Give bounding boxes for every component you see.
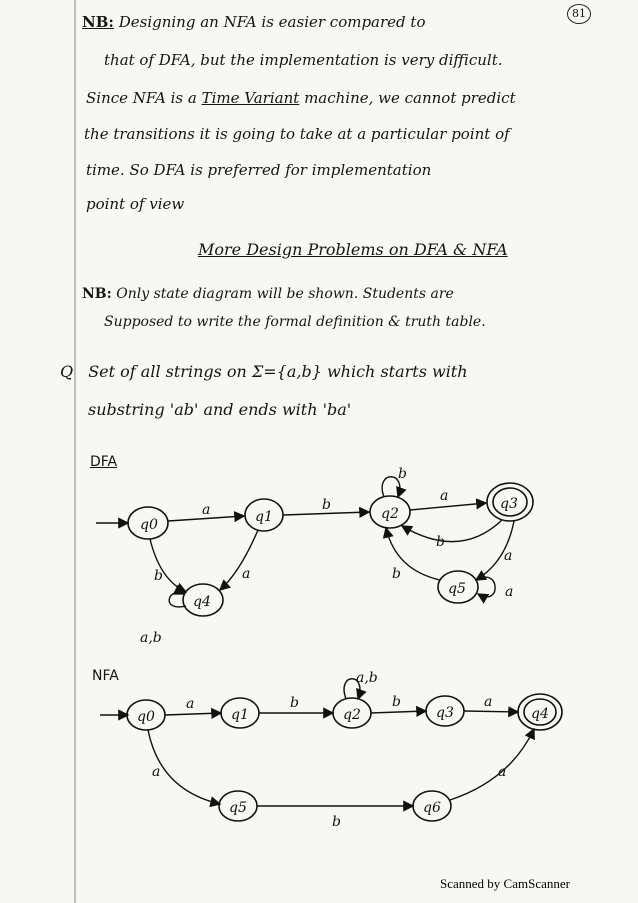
- question-label: Q: [60, 362, 74, 381]
- dfa-state-q2-label: q2: [381, 506, 399, 522]
- note1-line6: point of view: [86, 195, 185, 213]
- question-text-1: Set of all strings on Σ={a,b} which starts with: [88, 362, 468, 381]
- svg-text:b: b: [392, 566, 401, 582]
- nfa-label: NFA: [92, 668, 119, 684]
- nfa-state-q0-label: q0: [137, 709, 155, 725]
- svg-text:a,b: a,b: [140, 630, 162, 646]
- dfa-state-q1-label: q1: [255, 509, 273, 525]
- note1-line4: the transitions it is going to take at a particular point of: [84, 125, 510, 143]
- nfa-state-q1-label: q1: [231, 707, 249, 723]
- nfa-transition-q0-q5: [148, 730, 220, 804]
- note1-line2: that of DFA, but the implementation is very difficult.: [104, 51, 503, 69]
- dfa-state-q0-label: q0: [140, 517, 158, 533]
- nfa-transition-q5-q6: [257, 806, 413, 830]
- section-title: More Design Problems on DFA & NFA: [198, 240, 508, 259]
- nfa-state-q5: [219, 791, 257, 821]
- note2-text-1: Only state diagram will be shown. Students are: [116, 286, 454, 302]
- nfa-state-q1: [221, 698, 259, 728]
- nfa-state-q2: [333, 698, 371, 728]
- svg-text:a: a: [498, 764, 507, 780]
- svg-text:a: a: [440, 488, 449, 504]
- note1-text-3c: machine, we cannot predict: [304, 89, 516, 107]
- dfa-label: DFA: [90, 454, 118, 470]
- svg-text:a: a: [152, 764, 161, 780]
- dfa-state-q3-label: q3: [500, 496, 518, 512]
- nfa-state-q5-label: q5: [229, 800, 247, 816]
- svg-text:a: a: [504, 548, 513, 564]
- scanner-watermark: Scanned by CamScanner: [440, 876, 570, 891]
- nfa-state-q4-label: q4: [531, 706, 549, 722]
- svg-text:b: b: [322, 497, 331, 513]
- nfa-state-q6: [413, 791, 451, 821]
- svg-text:a: a: [505, 584, 514, 600]
- page-number: 81: [567, 4, 591, 24]
- nfa-state-q3: [426, 696, 464, 726]
- svg-text:a: a: [242, 566, 251, 582]
- note2-line2: Supposed to write the formal definition & truth table.: [104, 314, 486, 330]
- nfa-transition-q2-q2: [344, 670, 378, 699]
- svg-text:a: a: [186, 696, 195, 712]
- note1-label: NB:: [82, 13, 114, 31]
- svg-text:b: b: [392, 694, 401, 710]
- svg-text:b: b: [398, 466, 407, 482]
- nfa-state-q3-label: q3: [436, 705, 454, 721]
- note2-label: NB:: [82, 286, 112, 302]
- svg-text:b: b: [154, 568, 163, 584]
- dfa-state-q5-label: q5: [448, 581, 466, 597]
- nfa-state-q2-label: q2: [343, 707, 361, 723]
- svg-text:a,b: a,b: [356, 670, 378, 686]
- svg-text:b: b: [436, 534, 445, 550]
- svg-text:a: a: [202, 502, 211, 518]
- svg-text:b: b: [290, 695, 299, 711]
- dfa-state-q4-label: q4: [193, 594, 211, 610]
- nfa-transition-q2-q3: [371, 694, 426, 713]
- nfa-transition-q6-q4: [450, 729, 534, 800]
- nfa-state-q6-label: q6: [423, 800, 441, 816]
- nfa-state-q4: [518, 694, 562, 730]
- nfa-transition-q3-q4: [464, 694, 518, 712]
- question-line2: substring 'ab' and ends with 'ba': [88, 400, 352, 419]
- nfa-state-q0: [127, 700, 165, 730]
- note1-text-1: Designing an NFA is easier compared to: [118, 13, 426, 31]
- nfa-transition-q1-q2: [259, 695, 333, 713]
- svg-text:b: b: [332, 814, 341, 830]
- note1-text-3b: Time Variant: [201, 89, 300, 107]
- note1-text-3a: Since NFA is a: [86, 89, 197, 107]
- note1-line5: time. So DFA is preferred for implementation: [86, 161, 432, 179]
- nfa-transition-q0-q1: [165, 696, 221, 715]
- svg-text:a: a: [484, 694, 493, 710]
